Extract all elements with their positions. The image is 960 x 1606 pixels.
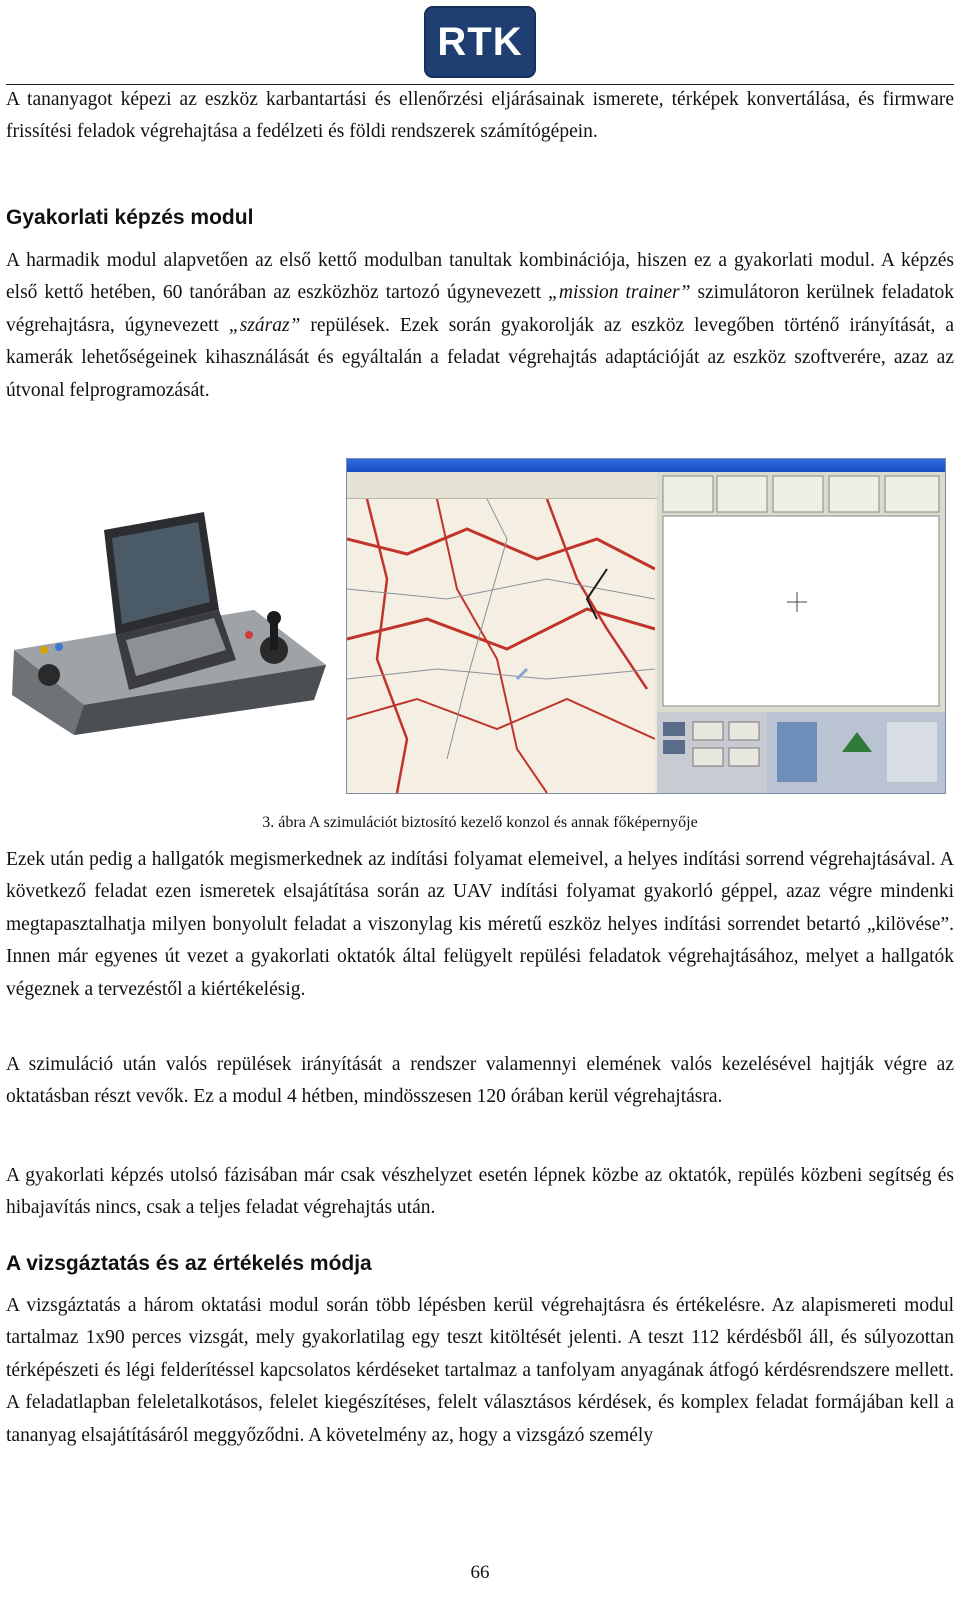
italic-mission-trainer: „mission trainer”: [548, 282, 691, 304]
text-run: repülések. Ezek során gyakorolják az eszköz levegőben történő irányítását, a kamerák lehetőségeinek kihasználását és egyáltalán a feladat végrehajtás adaptációját az eszköz szoftverére, azaz az útvonal felprogramozását.: [6, 314, 954, 401]
logo-text: RTK: [437, 20, 523, 64]
map-view: [347, 499, 655, 793]
paragraph-real-flights: A szimuláció után valós repülések irányítását a rendszer valamennyi elemének valós kezelésével hajtják végre az oktatásban részt vevők. Ez a modul 4 hétben, mindösszesen 120 órában kerül végrehajtásra.: [6, 1054, 954, 1108]
italic-dry: „száraz”: [228, 314, 301, 336]
paragraph-final-phase: A gyakorlati képzés utolsó fázisában már csak vészhelyzet esetén lépnek közbe az oktatók, repülés közbeni segítség és hibajavítás nincs, csak a teljes feladat végrehajtás után.: [6, 1165, 954, 1219]
simulator-screen-image: [346, 458, 946, 794]
control-panel: [657, 472, 945, 793]
control-console-photo: [4, 500, 330, 738]
page-number: 66: [470, 1562, 490, 1583]
paragraph-intro: A tananyagot képezi az eszköz karbantartási és ellenőrzési eljárásainak ismerete, térképek konvertálása, és firmware frissítési feladok végrehajtása a fedélzeti és földi rendszerek számítógépein.: [6, 89, 954, 143]
paragraph-examination: A vizsgáztatás a három oktatási modul során több lépésben kerül végrehajtásra és értékelésre. Az alapismereti modul tartalmaz 1x90 perces vizsgát, mely gyakorlatilag egy teszt kitöltését jelenti. A teszt 112 kérdésből áll, és súlyozottan térképészeti és légi felderítéssel kapcsolatos kérdéseket tartalmaz a tanfolyam anyagának átfogó kérdésrendszere mellett. A feladatlapban feleletalkotásos, felelet kiegészítéses, felelt választásos kérdések, és komplex feladat formájában kell a tananyag elsajátításáról meggyőződni. A követelmény az, hogy a vizsgázó személy: [6, 1295, 954, 1446]
heading-examination: A vizsgáztatás és az értékelés módja: [6, 1252, 372, 1275]
heading-practical-module: Gyakorlati képzés modul: [6, 206, 254, 229]
rtk-logo: [424, 6, 536, 78]
text-run: A harmadik modul alapvetően az első kettő modulban tanultak kombinációja, hiszen ez a gyakorlati modul. A képzés első kettő hetében, 60 tanórában az eszközhöz tartozó úgynevezett: [6, 250, 954, 304]
paragraph-launch-procedure: Ezek után pedig a hallgatók megismerkednek az indítási folyamat elemeivel, a helyes indítási sorrend végrehajtásával. A következő feladat ezen ismeretek elsajátítása során az UAV indítási folyamat gyakorló géppel, azaz végre mindenki megtapasztalhatja milyen bonyolult feladat a viszonylag kis méretű eszköz helyes indítási sorrendet betartó „kilövése”. Innen már egyenes út vezet a gyakorlati oktatók által felügyelt repülési feladatok végrehajtásához, melyet a hallgatók végeznek a tervezéstől a kiértékelésig.: [6, 849, 954, 1000]
paragraph-practical-module: [6, 245, 954, 407]
figure-caption: 3. ábra A szimulációt biztosító kezelő konzol és annak főképernyője: [262, 814, 698, 831]
text-run: szimulátoron kerülnek feladatok végrehajtásra, úgynevezett: [6, 282, 954, 336]
window-titlebar: [347, 459, 945, 472]
